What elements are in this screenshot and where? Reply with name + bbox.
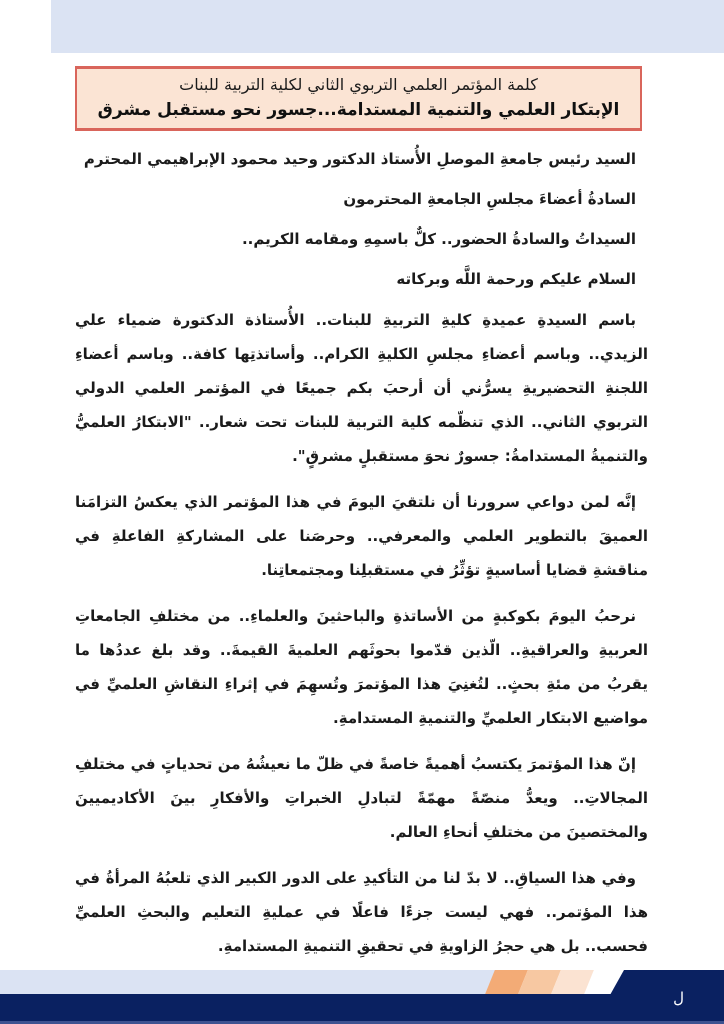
title-box — [75, 66, 642, 131]
speech-paragraph: وفي هذا السياقِ.. لا بدّ لنا من التأكيدِ على الدور الكبير الذي تلعبُهُ المرأةُ في هذا المؤتمر.. فهي ليست جزءًا فاعلًا في عمليةِ التعليم والبحثِ العلميِّ فحسب.. بل هي حجرُ الزاويةِ في تحقيقِ التنميةِ المستدامةِ. — [75, 869, 648, 955]
salutation-line: السيداتُ والسادةُ الحضور.. كلٌّ باسمِهِ ومقامه الكريم.. — [241, 230, 636, 248]
speech-paragraph: إنّ هذا المؤتمرَ يكتسبُ أهميةً خاصةً في ظلّ ما نعيشُهُ من تحدياتٍ في مختلفِ المجالاتِ.. ويعدُّ منصّةً مهمّةً لتبادلِ الخبراتِ والأفكارِ بينَ الأكاديميينَ والمختصينَ من مختلفِ أنحاءِ العالم. — [75, 755, 648, 841]
footer-page-tab — [610, 970, 724, 995]
footer-band — [0, 970, 496, 994]
salutation-line: السيد رئيس جامعةِ الموصلِ الأُستاذ الدكتور وحيد محمود الإبراهيمي المحترم — [83, 150, 636, 168]
header-band — [51, 0, 724, 53]
salutation-line: السلام عليكم ورحمة اللَّه وبركاته — [396, 270, 636, 288]
footer-bar — [0, 994, 724, 1021]
page-number-label: ل — [673, 989, 684, 1007]
document-title-line2: الإبتكار العلمي والتنمية المستدامة...جسور نحو مستقبل مشرق — [97, 100, 620, 120]
speech-paragraph: نرحبُ اليومَ بكوكبةٍ من الأساتذةِ والباحثينَ والعلماءِ.. من مختلفِ الجامعاتِ العربيةِ والعراقيةِ.. الّذين قدّموا بحوثَهم العلميةَ القيمةَ.. وقد بلغ عددُها ما يقربُ من مئةِ بحثٍ.. لتُغنِيَ هذا المؤتمرَ وتُسهِمَ في إثراءِ النقاشِ العلميِّ في مواضيع الابتكار العلميِّ والتنميةِ المستدامةِ. — [75, 607, 648, 727]
speech-paragraph: باسم السيدةِ عميدةِ كليةِ التربيةِ للبنات.. الأُستاذة الدكتورة ضمياء علي الزيدي.. وباسم أعضاءِ مجلسِ الكليةِ الكرام.. وأساتذتِها كافة.. وباسم أعضاءِ اللجنةِ التحضيريةِ يسرُّني أن أرحبَ بكم جميعًا في المؤتمر العلمي الدولي التربوي الثاني.. الذي تنظّمه كلية التربية للبنات تحت شعار.. "الابتكارُ العلميُّ والتنميةُ المستدامةُ: جسورٌ نحوَ مستقبلٍ مشرقٍ". — [75, 311, 648, 465]
speech-paragraph: إنَّه لمن دواعي سرورنا أن نلتقيَ اليومَ في هذا المؤتمر الذي يعكسُ التزامَنا العميقَ بالتطوير العلمي والمعرفي.. وحرصَنا على المشاركةِ الفاعلةِ في مناقشةِ قضايا أساسيةٍ تؤثِّرُ في مستقبلِنا ومجتمعاتِنا. — [75, 493, 648, 579]
document-title-line1: كلمة المؤتمر العلمي التربوي الثاني لكلية التربية للبنات — [179, 75, 538, 94]
salutation-line: السادةُ أعضاءَ مجلسِ الجامعةِ المحترمون — [343, 190, 636, 208]
speech-body — [75, 139, 648, 963]
